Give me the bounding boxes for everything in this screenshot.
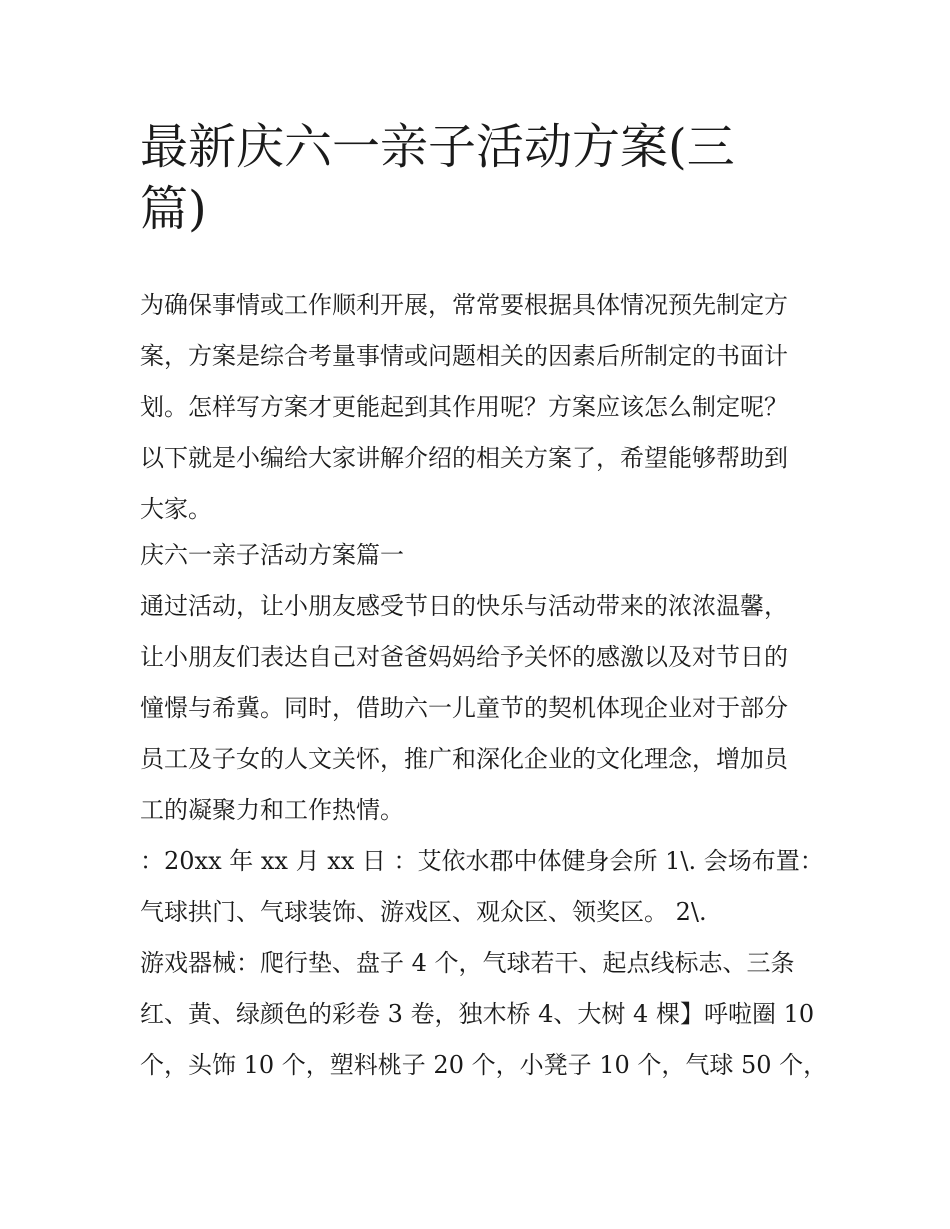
details-line: 气球拱门、气球装饰、游戏区、观众区、领奖区。 2\.: [140, 898, 707, 926]
details-line: 游戏器械：爬行垫、盘子 4 个，气球若干、起点线标志、三条: [140, 949, 795, 977]
intro-paragraph: [140, 280, 820, 535]
document-title: [140, 116, 820, 240]
purpose-line: 员工及子女的人文关怀，推广和深化企业的文化理念，增加员: [140, 745, 788, 773]
purpose-line: 憧憬与希冀。同时，借助六一儿童节的契机体现企业对于部分: [140, 694, 788, 722]
purpose-paragraph: [140, 581, 820, 836]
intro-line: 划。怎样写方案才更能起到其作用呢？方案应该怎么制定呢？: [140, 393, 788, 421]
details-line: ：20xx 年 xx 月 xx 日 ：艾依水郡中体健身会所 1\. 会场布置：: [140, 847, 824, 875]
section-heading: [140, 530, 820, 581]
purpose-line: 通过活动，让小朋友感受节日的快乐与活动带来的浓浓温馨，: [140, 592, 788, 620]
details-paragraph: [140, 836, 828, 1091]
title-line: 篇): [140, 181, 207, 237]
purpose-line: 让小朋友们表达自己对爸爸妈妈给予关怀的感激以及对节日的: [140, 643, 788, 671]
intro-line: 为确保事情或工作顺利开展，常常要根据具体情况预先制定方: [140, 291, 788, 319]
purpose-line: 工的凝聚力和工作热情。: [140, 796, 404, 824]
intro-line: 大家。: [140, 495, 212, 523]
details-line: 个，头饰 10 个，塑料桃子 20 个，小凳子 10 个，气球 50 个，: [140, 1051, 828, 1079]
intro-line: 案，方案是综合考量事情或问题相关的因素后所制定的书面计: [140, 342, 788, 370]
title-line: 最新庆六一亲子活动方案(三: [140, 119, 735, 175]
section-heading-text: 庆六一亲子活动方案篇一: [140, 541, 404, 569]
intro-line: 以下就是小编给大家讲解介绍的相关方案了，希望能够帮助到: [140, 444, 788, 472]
details-line: 红、黄、绿颜色的彩卷 3 卷，独木桥 4、大树 4 棵】呼啦圈 10: [140, 1000, 815, 1028]
